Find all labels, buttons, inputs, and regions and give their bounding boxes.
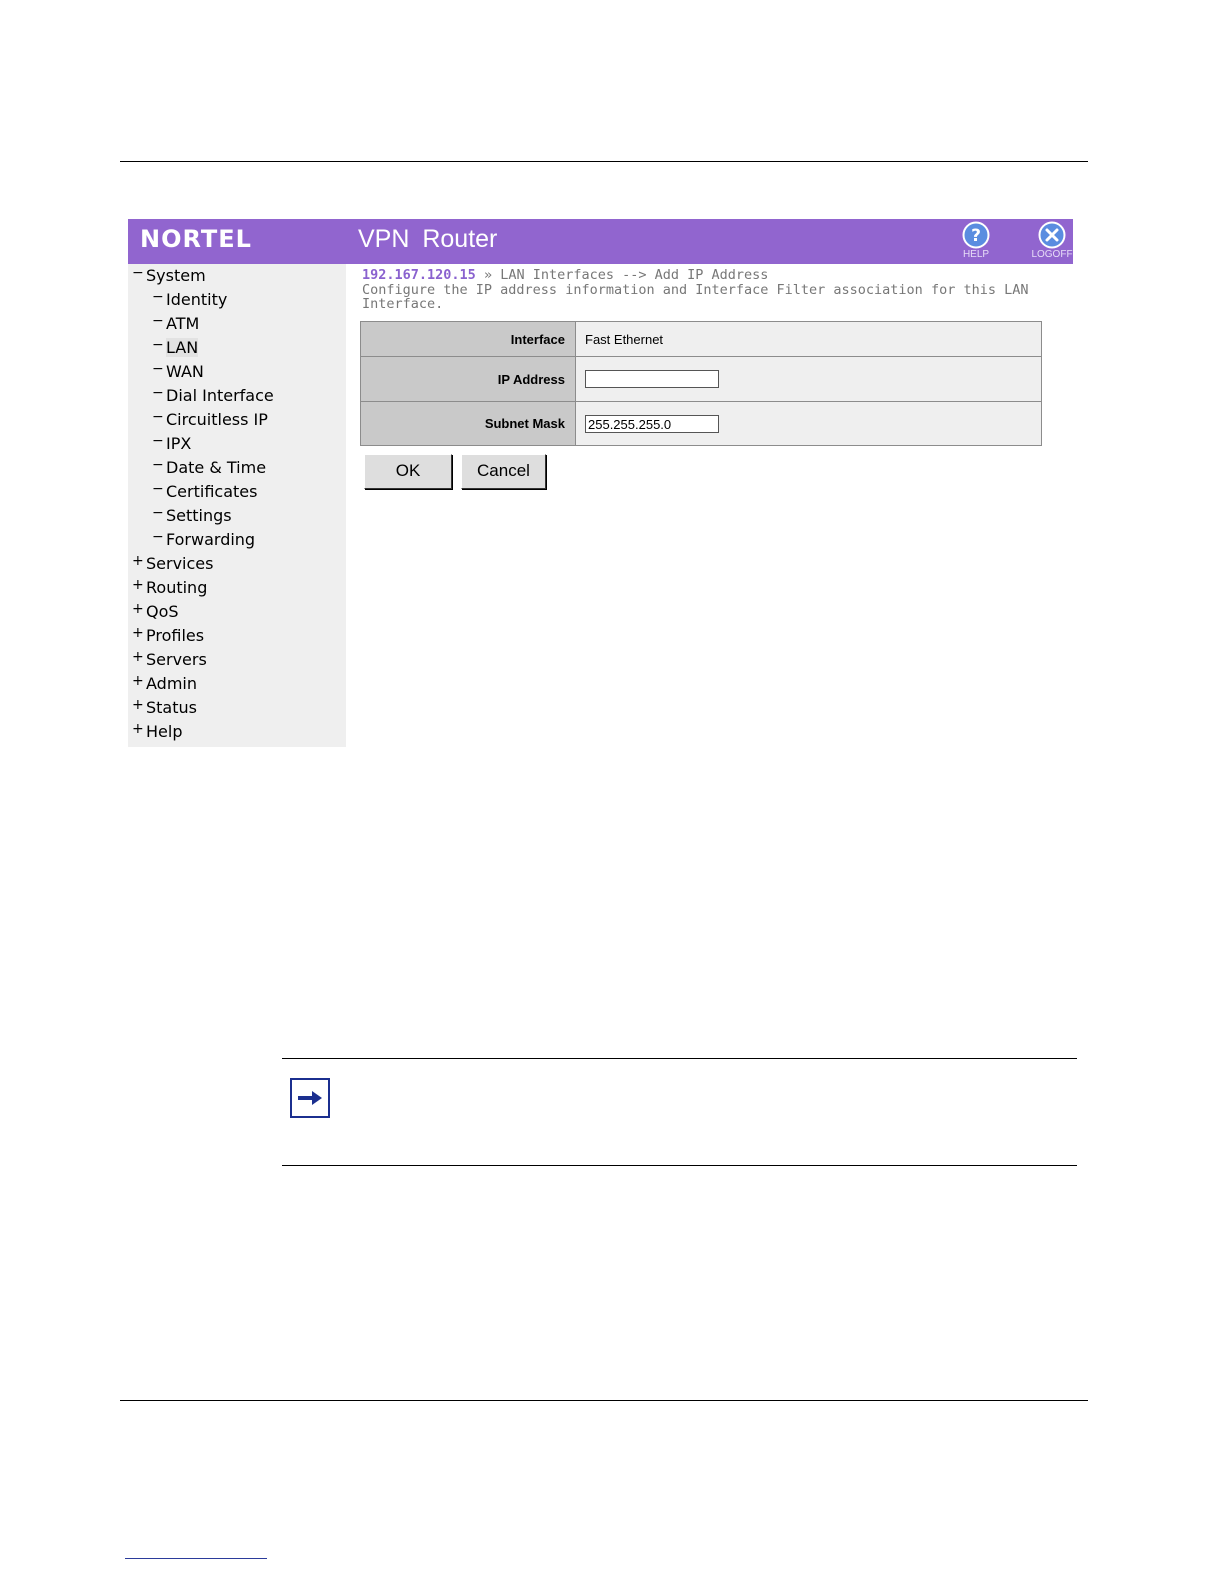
nav-profiles[interactable]: + Profiles: [132, 625, 205, 645]
svg-text:?: ?: [971, 226, 981, 246]
nav-date-time[interactable]: − Date & Time: [152, 457, 267, 477]
breadcrumb-path: LAN Interfaces --> Add IP Address: [500, 267, 769, 283]
form-row-ip-address: [361, 357, 1042, 402]
expand-icon: +: [132, 553, 144, 569]
dash-icon: −: [152, 385, 164, 401]
nav-dial-interface[interactable]: − Dial Interface: [152, 385, 274, 405]
breadcrumb-host[interactable]: 192.167.120.15: [362, 267, 476, 283]
footer-link-underline: [125, 1558, 267, 1559]
nortel-logo: NORTEL: [140, 225, 252, 253]
ip-address-form: [360, 321, 1042, 446]
nav-system[interactable]: − System: [132, 265, 206, 285]
subnet-mask-label: Subnet Mask: [361, 402, 576, 446]
expand-icon: +: [132, 697, 144, 713]
nav-admin[interactable]: + Admin: [132, 673, 197, 693]
expand-icon: +: [132, 577, 144, 593]
nav-qos[interactable]: + QoS: [132, 601, 179, 621]
nav-forwarding[interactable]: − Forwarding: [152, 529, 256, 549]
close-icon: [1038, 221, 1066, 249]
nav-settings[interactable]: − Settings: [152, 505, 232, 525]
interface-value: Fast Ethernet: [576, 322, 1042, 357]
nav-status[interactable]: + Status: [132, 697, 197, 717]
ok-button[interactable]: OK: [364, 454, 452, 489]
dash-icon: −: [152, 529, 164, 545]
nav-help[interactable]: + Help: [132, 721, 183, 741]
breadcrumb: [362, 267, 1062, 283]
product-title: VPN Router: [358, 225, 498, 253]
dash-icon: −: [152, 361, 164, 377]
expand-icon: +: [132, 601, 144, 617]
interface-label: Interface: [361, 322, 576, 357]
right-arrow-icon: [295, 1088, 325, 1108]
cancel-button[interactable]: Cancel: [461, 454, 546, 489]
nav-circuitless-ip[interactable]: − Circuitless IP: [152, 409, 268, 429]
footer-rule: [120, 1400, 1088, 1401]
nav-identity[interactable]: − Identity: [152, 289, 228, 309]
ip-address-input[interactable]: [585, 370, 719, 388]
note-top-rule: [282, 1058, 1077, 1059]
dash-icon: −: [152, 481, 164, 497]
nav-atm[interactable]: − ATM: [152, 313, 200, 333]
dash-icon: −: [152, 409, 164, 425]
dash-icon: −: [152, 313, 164, 329]
help-icon: [962, 221, 990, 249]
form-row-interface: [361, 322, 1042, 357]
nav-wan[interactable]: − WAN: [152, 361, 204, 381]
nav-ipx[interactable]: − IPX: [152, 433, 192, 453]
subnet-mask-input[interactable]: 255.255.255.0: [585, 415, 719, 433]
note-bottom-rule: [282, 1165, 1077, 1166]
dash-icon: −: [152, 289, 164, 305]
dash-icon: −: [152, 433, 164, 449]
ip-address-label: IP Address: [361, 357, 576, 402]
header-rule: [120, 161, 1088, 162]
nav-servers[interactable]: + Servers: [132, 649, 207, 669]
expand-icon: +: [132, 649, 144, 665]
nav-services[interactable]: + Services: [132, 553, 214, 573]
nav-certificates[interactable]: − Certificates: [152, 481, 258, 501]
expand-icon: +: [132, 625, 144, 641]
nav-lan[interactable]: − LAN: [152, 337, 199, 357]
page-description: Configure the IP address information and Interface Filter association for this LAN Interface.: [362, 282, 1029, 312]
vpn-router-screenshot: [128, 219, 1073, 747]
nav-routing[interactable]: + Routing: [132, 577, 208, 597]
breadcrumb-separator: »: [483, 267, 493, 283]
expand-icon: +: [132, 673, 144, 689]
dash-icon: −: [152, 505, 164, 521]
sidebar-nav: [128, 264, 346, 747]
help-button[interactable]: [954, 221, 998, 260]
dash-icon: −: [152, 337, 164, 353]
help-label: HELP: [962, 249, 990, 260]
note-box: [290, 1078, 330, 1118]
dash-icon: −: [152, 457, 164, 473]
collapse-icon: −: [132, 265, 144, 281]
banner: [128, 219, 1073, 264]
main-content: [362, 267, 1062, 311]
form-row-subnet-mask: [361, 402, 1042, 446]
logoff-button[interactable]: [1031, 221, 1073, 260]
logoff-label: LOGOFF: [1031, 249, 1073, 260]
expand-icon: +: [132, 721, 144, 737]
